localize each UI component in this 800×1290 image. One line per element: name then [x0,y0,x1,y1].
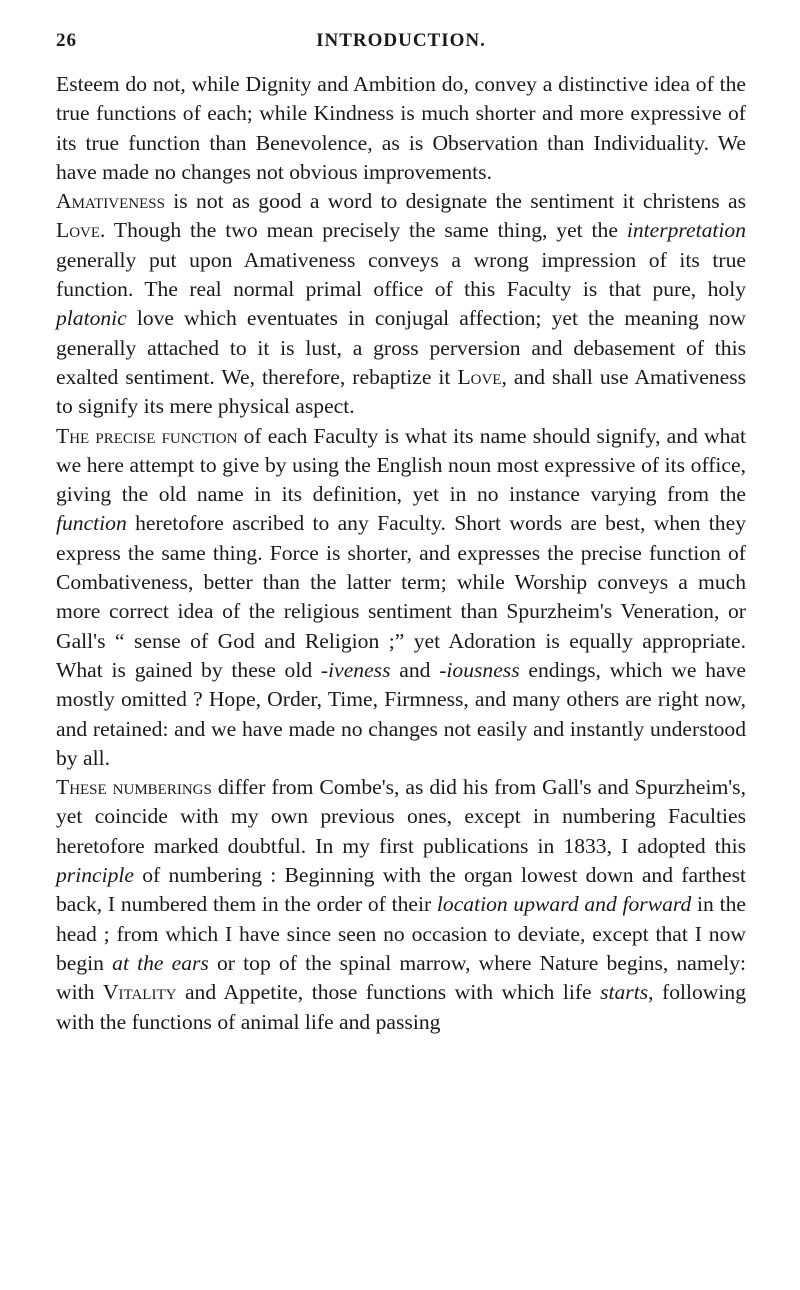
paragraph-2 [56,187,746,421]
text-segment: -iveness [320,657,391,682]
page-number: 26 [56,30,77,51]
text-segment: These numberings [56,775,212,800]
paragraph-4 [56,773,746,1037]
text-segment: is not as good a word to designate the sentiment it christens as [164,189,746,214]
text-segment: The precise function [56,423,238,448]
text-segment: in the head ; from which I have since seen no occasion to deviate, except that I now begin [56,892,746,975]
text-segment: -iousness [439,657,520,682]
text-segment: or top of the spinal marrow, where Nature begins, namely: with [56,950,746,1005]
body-text [56,70,746,1037]
text-segment: heretofore ascribed to any Faculty. Short words are best, when they express the same thing. Force is shorter, and expresses the precise function of Combativeness, better than the latter term; while Worship conveys a much more correct idea of the religious sentiment than Spurzheim's Veneration, or Gall's “ sense of God and Religion ;” yet Adoration is equally appropriate. What is gained by these old [56,511,746,682]
text-segment: at the ears [112,950,209,975]
text-segment: of numbering : Beginning with the organ lowest down and farthest back, I numbered them in the order of their [56,863,746,917]
text-segment: Love [56,218,101,243]
text-segment: location upward and forward [436,892,692,917]
text-segment: , and shall use Amativeness to signify its mere physical aspect. [56,364,746,419]
text-segment: , following with the functions of animal life and passing [56,980,746,1034]
text-segment: and [390,657,440,682]
text-segment: function [56,511,127,536]
text-segment: principle [56,863,134,888]
text-segment: interpretation [626,218,746,243]
text-segment: differ from Combe's, as did his from Gall's and Spurzheim's, yet coincide with my own previous ones, except in numbering Faculties heretofore marked doubtful. In my first publications in 1833, I adopted this [56,775,746,858]
text-segment: starts [600,980,649,1005]
text-segment: Vitality [102,980,177,1005]
paragraph-3 [56,422,746,774]
text-segment: of each Faculty is what its name should signify, and what we here attempt to give by using the English noun most expressive of its office, giving the old name in its definition, yet in no instance varying from the [56,423,746,507]
running-title: INTRODUCTION. [316,30,486,51]
text-segment: Love [457,364,502,389]
text-segment: Esteem do not, while Dignity and Ambition do, convey a distinctive idea of the true functions of each; while Kindness is much shorter and more expressive of its true function than Benevolence, as is Observation than Individuality. We have made no changes not obvious improvements. [56,72,746,184]
paragraph-1 [56,70,746,187]
text-segment: generally put upon Amativeness conveys a wrong impression of its true function. The real normal primal office of this Faculty is that pure, holy [56,247,746,302]
text-segment: love which eventuates in conjugal affection; yet the meaning now generally attached to it is lust, a gross perversion and debasement of this exalted sentiment. We, therefore, rebaptize it [56,306,746,389]
text-segment: platonic [56,306,127,331]
text-segment: . Though the two mean precisely the same thing, yet the [100,218,627,243]
running-head [56,30,746,58]
text-segment: Amativeness [56,189,165,214]
text-segment: and Appetite, those functions with which life [176,980,601,1005]
text-segment: endings, which we have mostly omitted ? Hope, Order, Time, Firmness, and many others are right now, and retained: and we have made no changes not easily and instantly understood by all. [56,657,746,770]
